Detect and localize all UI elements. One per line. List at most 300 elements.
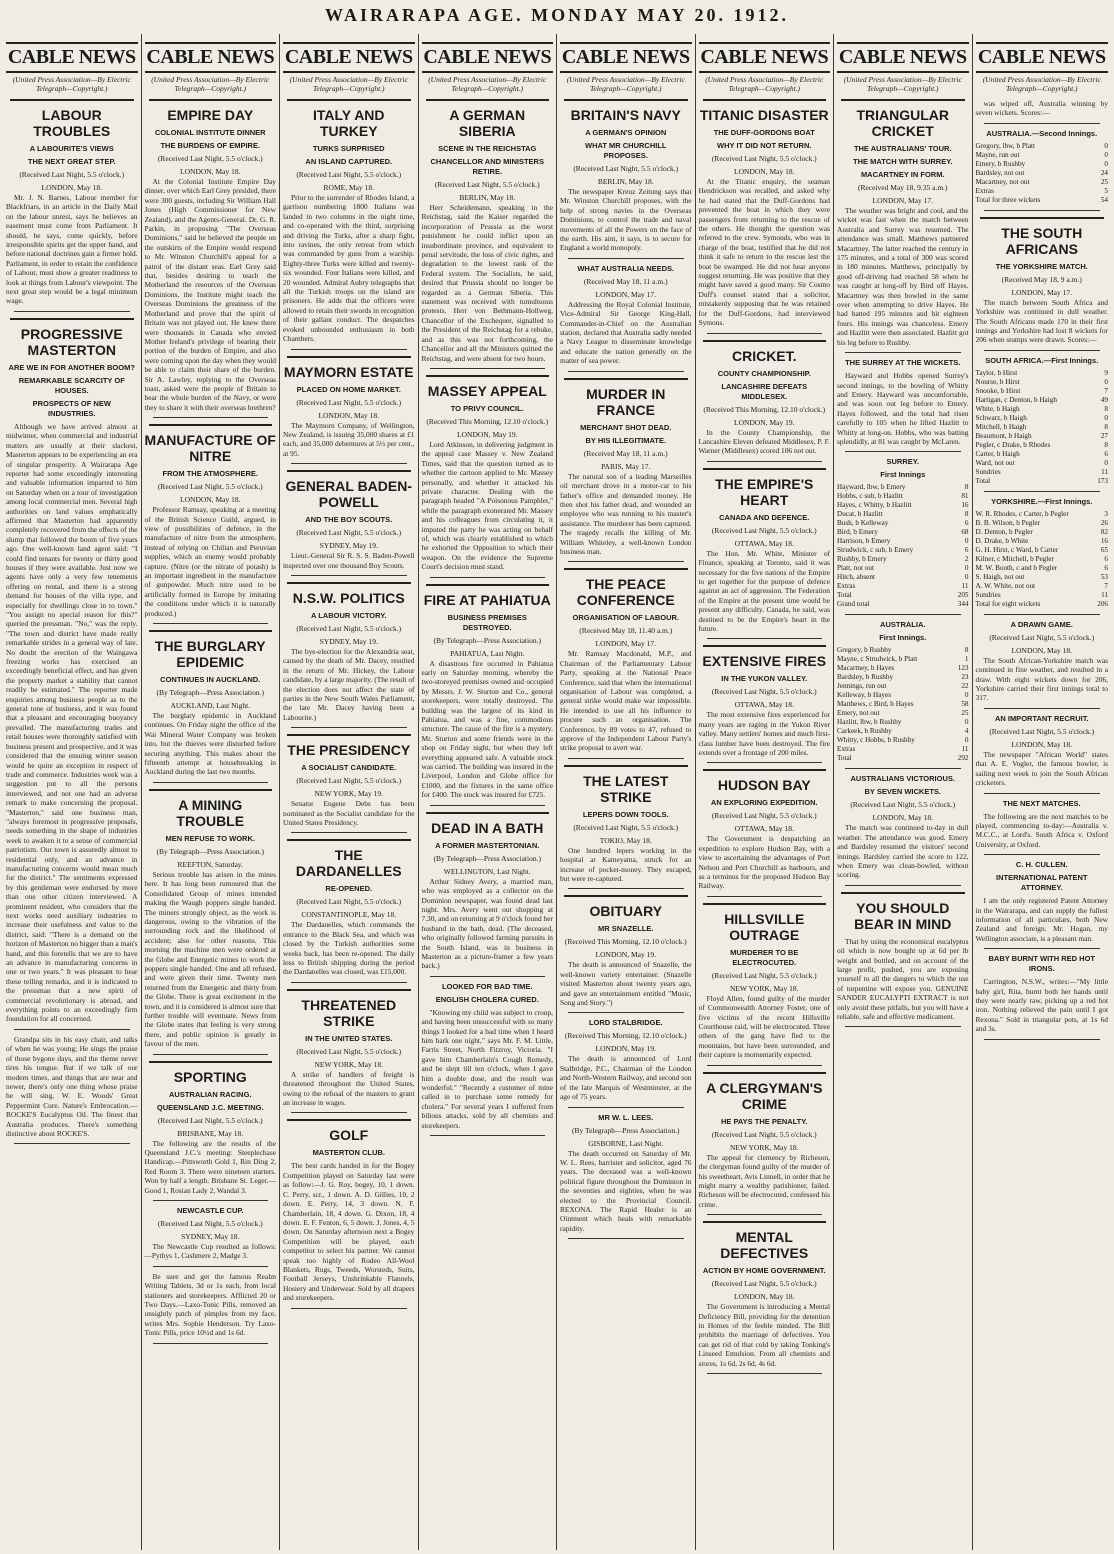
rule: [703, 340, 827, 342]
article: [976, 497, 1109, 615]
article-headline: THE PEACE CONFERENCE: [576, 576, 675, 609]
batsman-name: Platt, not out: [837, 564, 874, 573]
article-subheading: AUSTRALIA.: [880, 620, 926, 630]
article: [6, 1035, 138, 1144]
received-line: (Received Last Night, 5.5 o'clock.): [296, 170, 402, 179]
article-subheading: THE NEXT MATCHES.: [1002, 798, 1081, 808]
received-line: (Received May 18, 9 a.m.): [1001, 274, 1082, 284]
rule: [707, 1065, 823, 1066]
press-credit: (United Press Association—By Electric Telegraph—Copyright.): [151, 75, 270, 93]
runs: 16: [1100, 536, 1108, 545]
dateline: LONDON, May 18.: [41, 183, 102, 192]
article-body: The Government is introducing a Mental Deficiency Bill, providing for the detention in Homes of the feeble minded. The Bill prohibits the marriage of defectives. You can get rid of that cold by taking Tonking's Linseed Emulsion. From all chemists and stores, 1s 6d, 2s 6d, 4s 6d.: [698, 1302, 830, 1368]
rule: [564, 568, 688, 570]
runs: 0: [964, 691, 969, 700]
runs: 173: [1097, 476, 1108, 485]
score-line: [976, 591, 1109, 600]
masthead-title: WAIRARAPA AGE. MONDAY MAY 20. 1912.: [324, 5, 789, 25]
press-credit: (United Press Association—By Electric Telegraph—Copyright.): [566, 75, 685, 93]
article: [976, 620, 1109, 709]
article-headline: PROGRESSIVE MASTERTON: [20, 325, 123, 358]
runs: 6: [1104, 563, 1108, 572]
article-body: Addressing the Royal Colonial Institute, Vice-Admiral Sir George King-Hall, Commander-in-Chief on the Australian station, declared that Australia sadly needed a Navy League to disseminate knowledge and educate the nation generally on the matter of sea power.: [560, 299, 692, 366]
dateline: LONDON, May 18.: [734, 1292, 795, 1302]
batsman-name: Extras: [837, 745, 856, 754]
article-subheading: FROM THE ATMOSPHERE.: [162, 469, 258, 479]
article-subheading: LOOKED FOR BAD TIME.: [442, 981, 533, 991]
score-line: [976, 414, 1109, 423]
dateline: SYDNEY, May 19.: [319, 636, 378, 646]
runs: 206: [1097, 599, 1108, 608]
article-headline: HUDSON BAY: [717, 777, 811, 794]
received-line: (Received May 18, 11 a.m.): [583, 448, 668, 458]
article-subheading: WHAT AUSTRALIA NEEDS.: [577, 263, 675, 273]
article-body: At the Colonial Institute Empire Day dinner, over which Earl Grey presided, there were 300 guests, including Sir William Hall Jones (High Commissioner for New Zealand), and the Agents-General. Dr. G. R. Parkin, in proposing "The Overseas Dominions," said he believed the people on the outskirts of the Empire would respond to Mr. Winston Churchill's appeal for a patrol of the distant seas. Earl Grey said that, besides desiring to teach the Motherland the resources of the Overseas Dominions, the Institute might teach the Overseas Dominions the greatness of the Motherland and prove that the spirit of Britain was not played out. He knew there were thousands in Canada who envied Mother Ireland's privilege of bearing their portion of the burden of Empire, and also were coming upon the day when they would be able to claim their share of the burden. Sir A. Lawley, replying to the Overseas toast, asked were the people of Britain to bear the whole burden of the Navy, or were they to share it with their overseas brethren?: [144, 177, 276, 412]
article-headline: SPORTING: [173, 1068, 247, 1085]
article-headline: MASSEY APPEAL: [427, 382, 547, 399]
received-line: (Received Last Night, 5.5 o'clock.): [296, 528, 402, 538]
scorecard: [976, 510, 1109, 609]
received-line: (Received Last Night, 5.5 o'clock.): [711, 1129, 817, 1139]
score-line: [837, 492, 969, 501]
rule: [568, 371, 684, 372]
score-line: [976, 396, 1109, 405]
rule: [568, 888, 684, 889]
article-subheading: A DRAWN GAME.: [1010, 619, 1073, 629]
received-line: (Received This Morning, 12.10 o'clock.): [703, 404, 826, 414]
received-line: (Received Last Night, 5.5 o'clock.): [573, 164, 679, 173]
rule: [707, 762, 823, 763]
batsman-name: Hartigan, c Denton, b Haigh: [975, 395, 1057, 404]
dateline: LONDON, May 17.: [595, 289, 656, 299]
article-body: The following are the results of the Queensland J.C.'s meeting: Steeplechase Handicap.—Pittsworth Gold 1, Rin Ding 2, Red Room 3. There were nineteen starters. Won by half a length. Brisbane St. Leger.—Good 1, Rosian Lady 2, Wandal 3.: [144, 1138, 276, 1195]
article-headline: A GERMAN SIBERIA: [449, 107, 526, 139]
rule: [291, 1308, 407, 1309]
received-line: (Received Last Night, 5.5 o'clock.): [296, 897, 402, 907]
score-line: [976, 477, 1109, 486]
score-line: [837, 727, 969, 736]
article-subheading: THE MATCH WITH SURREY.: [853, 157, 953, 166]
runs: 0: [964, 564, 969, 573]
article-body: Serious trouble has arisen in the mines here. It has long been rumoured that the Consolidated Group of mines intended making the Waugh poppers single handed. The miners strongly object, as the work is dangerous, owing to the vibration of the surrounding rock and the likelihood of accident; also for other reasons. This morning the machine men were ordered at the Globe and Energetic mines to work the poppers single handed. One and all refused, and were given their time. Twenty men returned from the Energetic and thirty from the Globe. There is great excitement in the town, and it is considered is almost sure that further trouble will eventuate. News from the Globe states that feeling is very strong there, and public opinion is greatly in favour of the men.: [144, 869, 276, 1049]
article-subheading: WHAT MR CHURCHILL PROPOSES.: [584, 141, 667, 160]
cable-news-heading: CABLE NEWS: [145, 42, 277, 73]
runs: 49: [1100, 395, 1108, 404]
rule: [153, 1266, 269, 1267]
score-line: [837, 664, 969, 673]
batsman-name: Hazlitt, lbw, b Rushby: [837, 718, 902, 727]
runs: 16: [961, 501, 969, 510]
score-line: [976, 450, 1109, 459]
score-line: [837, 564, 969, 573]
score-line: [837, 519, 969, 528]
article: [6, 318, 138, 1030]
rule: [703, 903, 827, 905]
rule: [287, 582, 411, 584]
rule: [707, 461, 823, 462]
article: [837, 99, 969, 353]
rule: [153, 1054, 269, 1055]
article: [560, 264, 692, 372]
article-subheading: MACARTNEY IN FORM.: [860, 170, 945, 179]
runs: 11: [1101, 467, 1108, 476]
rule: [149, 424, 273, 426]
article-subheading: AUSTRALIAN RACING.: [169, 1089, 252, 1099]
dateline: WELLINGTON, Last Night.: [443, 866, 531, 876]
runs: 22: [961, 682, 969, 691]
runs: 6: [964, 546, 969, 555]
article-body: was wiped off, Australia winning by seven wickets. Scores:—: [975, 99, 1108, 118]
received-line: (By Telegraph—Press Association.): [156, 846, 264, 856]
runs: 54: [1100, 195, 1108, 204]
dateline: LONDON, May 19.: [457, 429, 518, 439]
article-headline: TRIANGULAR CRICKET: [856, 107, 950, 139]
article: [283, 470, 415, 576]
runs: 8: [1104, 422, 1108, 431]
article-body: The Newcastle Cup resulted as follows:—Pythys 1, Cashmere 2, Madge 3.: [144, 1242, 276, 1261]
article: [283, 839, 415, 982]
article: [976, 129, 1109, 211]
rule: [703, 468, 827, 470]
received-line: (Received This Morning, 12.10 o'clock.): [564, 1031, 687, 1041]
score-line: [976, 151, 1109, 160]
article-headline: HILLSVILLE OUTRAGE: [724, 910, 805, 943]
article-body: The burglary epidemic in Auckland continues. On Friday night the office of the Wai Mineral Water Company was broken into, but the thieves were disturbed before securing anything. This makes about the fifteenth attempt at housebreaking in Auckland during the last two months.: [144, 711, 276, 777]
received-line: (By Telegraph—Press Association.): [572, 1125, 680, 1135]
runs: 11: [961, 582, 969, 591]
batsman-name: Snooke, b Hirst: [975, 386, 1021, 395]
article-headline: THE EMPIRE'S HEART: [715, 475, 814, 508]
batsman-name: Total: [837, 754, 852, 763]
rule: [153, 1343, 269, 1344]
rule: [287, 99, 411, 101]
article-headline: FIRE AT PAHIATUA: [423, 591, 551, 608]
article-subheading: LANCASHIRE DEFEATS MIDDLESEX.: [721, 381, 808, 401]
article-subheading: CHANCELLOR AND MINISTERS RETIRE.: [430, 157, 544, 176]
dateline: SYDNEY, May 18.: [181, 1232, 240, 1242]
received-line: (Received Last Night, 5.5 o'clock.): [989, 632, 1095, 642]
article-body: Prior to the surrender of Rhodes Island, a garrison numbering 1800 Italians was landed in two columns in the night time, and co-operated with the third, surprising and driving the Turks, after a sharp fight, into ravines, the only retreat from which was commanded by guns from a warship. Eighty-three Turks were killed and twenty-six wounded. Four Italians were killed, and 20 wounded. Admiral Aubry telegraphs that all the Turkish troops on the island are prisoners. He adds that the officers were allowed to retain their swords in recognition of their gallant conduct. The despatches evoked unbounded enthusiasm in both Chambers.: [283, 193, 415, 344]
score-line: [837, 754, 969, 763]
rule: [980, 217, 1105, 219]
rule: [707, 896, 823, 897]
article: [560, 378, 692, 563]
article-subheading: LORD STALBRIDGE.: [588, 1018, 663, 1028]
dateline: NEW YORK, May 18.: [729, 1142, 799, 1152]
article: [145, 1061, 277, 1201]
score-line: [837, 591, 969, 600]
article-body: At the Titanic enquiry, the seaman Hendrickson was recalled, and asked why he had stated that the Duff-Gordons had prevented the boat in which they were passengers from returning to the rescue of the others. He thought the question was referred to the crew. Symonds, who was in charge of the boat, testified that he did not think it safe to return to the rescue lest the boat be swamped. He did not hear anyone suggest returning. He was positive that they might have saved a good many. Sir Cosmo Duff's counsel stated that a solicitor, mistakenly supposing that he was retained for the Duff-Gordons, had interviewed Symons.: [698, 177, 830, 328]
dateline: NEW YORK, May 18.: [314, 1059, 384, 1069]
article: [560, 99, 692, 259]
received-line: (Received Last Night, 5.5 o'clock.): [157, 482, 263, 492]
rule: [845, 614, 961, 615]
article-body: The weather was bright and cool, and the wicket was fast when the match between Australia and Surrey was resumed. The attendance was small. Matthews partnered Macartney. The latter reached the century in 175 minutes, and a total of 300 was scored in 180 minutes. Matthews, principally by good off-driving had reached 58 when he was caught at long-off by Bird off Hayes. Macartney was then bowled in the same over when attempting to drive Hayes. He had batted 195 minutes and hit eighteen fours. His innings was chanceless. Emery and Hazlitt were then associated. Hazlitt got his leg before to Rushby.: [837, 206, 969, 347]
article-subheading: AN ISLAND CAPTURED.: [305, 157, 393, 166]
article: [145, 630, 277, 783]
dateline: BERLIN, May 18.: [459, 193, 516, 202]
received-line: (Received Last Night, 5.5 o'clock.): [711, 811, 817, 821]
article-subheading: COLONIAL INSTITUTE DINNER: [154, 128, 266, 137]
rule: [14, 1143, 130, 1144]
score-line: [976, 196, 1109, 205]
batsman-name: Gregory, b Rushby: [837, 646, 892, 655]
article: [699, 903, 831, 1066]
rule: [149, 99, 273, 101]
received-line: (Received Last Night, 5.5 o'clock.): [711, 525, 817, 535]
article-body: The South African-Yorkshire match was continued in fine weather, and resulted in a draw. With eight wickets down for 206, Yorkshire carried their first innings total to 317.: [975, 655, 1108, 703]
runs: 2: [964, 555, 969, 564]
rule: [568, 1012, 684, 1013]
article: [699, 1072, 831, 1215]
rule: [564, 378, 688, 380]
article-subheading: WHY IT DID NOT RETURN.: [717, 141, 812, 150]
score-line: [837, 537, 969, 546]
dateline: PARIS, May 17.: [601, 461, 651, 471]
article-subheading: First Innings.: [879, 633, 927, 643]
rule: [984, 854, 1101, 855]
article-body: The bye-election for the Alexandria seat, caused by the death of Mr. Dacey, resulted in the return of Mr. Hickey, the Labour candidate, by a large majority. (The result of the election does not affect the state of parties in the New South Wales Parliament, the late Mr. Dacey having been a Labourite.): [283, 646, 415, 722]
masthead: [0, 0, 1114, 30]
score-line: [837, 691, 969, 700]
dateline: LONDON, May 19.: [734, 417, 795, 427]
batsman-name: Mitchell, b Haigh: [975, 422, 1027, 431]
article: [283, 356, 415, 465]
rule: [703, 1072, 827, 1074]
article-body: "Knowing my child was subject to croup, and having been unsuccessful with so many things I looked for a bad time when I heard him bark one night," says Mr. F. M. Little, Farris Street, North Fitzroy, Victoria. "I gave him Chamberlain's Cough Remedy, and he slept till ten o'clock, when I gave him a double dose, and the result was wonderful." "Recently a customer of mine called in to purchase some remedy for cholera." For several years I suffered from bilious attacks, sold by all chemists and storekeepers.: [421, 1007, 553, 1130]
article: [145, 424, 277, 624]
rule: [845, 1026, 961, 1027]
runs: 11: [1101, 590, 1108, 599]
article-subheading: AND THE BOY SCOUTS.: [305, 515, 393, 525]
article-body: Professor Ramsay, speaking at a meeting of the British Science Guild, argued, in view of possibilities of defence, in the manufacture of nitre from the atmosphere, instead of relying on Chilian and Peruvian supplies, which an enemy would probably capture. (Nitre (or the nitrate of potash) is an important ingredient in the manufacture of gunpowder. Much nitre used to be artificially formed in Europe by imitating the conditions under which it is naturally produced.): [144, 505, 276, 618]
received-line: (Received May 18, 9.35 a.m.): [857, 183, 948, 192]
article-subheading: THE BURDENS OF EMPIRE.: [160, 141, 261, 150]
article-subheading: IN THE YUKON VALLEY.: [721, 674, 808, 684]
article-body: The most extensive fires experienced for many years are raging in the Yukon River valley. Many settlers' homes and much first-class lumber have been destroyed. The fire extends over a frontage of 200 miles.: [698, 710, 830, 757]
rule: [703, 1221, 827, 1223]
score-line: [976, 178, 1109, 187]
batsman-name: W. R. Rhodes, c Carter, b Pegler: [975, 509, 1069, 518]
batsman-name: Taylor, b Hirst: [975, 368, 1018, 377]
dateline: ROME, May 18.: [323, 183, 374, 192]
batsman-name: Hitch, absent: [837, 573, 875, 582]
runs: 344: [957, 600, 969, 609]
received-line: (Received Last Night, 5.5 o'clock.): [850, 800, 956, 810]
article-body: The appeal for clemency by Richeson, the clergyman found guilty of the murder of his sweetheart, Avis Linnell, in order that he might marry a wealthy parishioner, failed. Richeson will be electrocuted, confessed his crime.: [698, 1152, 830, 1209]
article-subheading: ORGANISATION OF LABOUR.: [572, 613, 680, 623]
batsman-name: Carkeek, b Rushby: [837, 727, 892, 736]
article-body: Although we have arrived almost at midwinter, when commercial and industrial matters are usually at their slackest, Masterton appears to be experiencing an era of singular prosperity. A Wairarapa Age reporter had some exceedingly interesting and valuable information imparted to him on Saturday when on a tour of investigation among local commercial men. Several high authorities on land values emphatically affirmed that Masterton had apparently completely recovered from the effects of the slump that followed the boom of five years ago. One well-known land agent said: "I could find tenants for twenty or thirty good houses if they were available. Just now we agents have only a very few tenements offering on rental, and there is a strong demand for houses of the villa type, and especially for dwellings close in to town." "You assign no special reason for this?" queried the pressman. "No," was the reply. "The town and district have made really remarkable strides in a general way of late. No doubt the erection of the Waingawa freezing works has exercised an exceedingly beneficial effect, and has given the property market a stability that cannot readily be estimated." The reporter made enquiries among business people as to the general tone of business, and it was found that a pleasant and encouraging buoyancy prevailed. The manufacturing trades and retail houses were thoroughly satisfied with business present and prospective, and it was considered that the ensuing winter season would be quite an exception in respect of trade and commerce. Industries week was a suggestion put to all the persons interviewed, and not one had an adverse remark to make concerning the proposal. "Masterton," said one business man, "always foremost in progressive proposals, needs something in the shape of industries week to awaken it to a sense of commercial patriotism. Our town is assuredly almost to residential only, and an advance in manufacturing concerns would mean much for the district." The sentiments expressed by this gentleman were endorsed by more than one other citizen interviewed. A prominent resident, who considers that the next works need auxiliary industries to increase their usefulness and value to the district, said: "There is a demand on the horizon of Masterton no bigger than a man's hand, and this foretells that we are to have an advance in manufacturing concerns in one or two years." It was pleasant to hear these telling remarks, and it is indicated to the pressman that a new spirit of commercial revolutionary is abroad, and everything points to an exceedingly firm foundation for all concerned.: [6, 421, 138, 1024]
received-line: (Received Last Night, 5.5 o'clock.): [711, 1279, 817, 1289]
rule: [291, 575, 407, 576]
batsman-name: Bush, b Kelleway: [837, 519, 889, 528]
article-subheading: TURKS SURPRISED: [312, 144, 385, 153]
article-subheading: THE AUSTRALIANS' TOUR.: [853, 144, 952, 153]
rule: [153, 417, 269, 418]
received-line: (Received Last Night, 5.5 o'clock.): [711, 154, 817, 163]
article-body: The newspaper "African World" states that A. E. Vogler, the famous bowler, is sailing next week to join the South African cricketers.: [975, 749, 1108, 788]
article-body: A strike of handlers of freight is threatened throughout the United States, owing to the refusal of the masters to grant an increase in wages.: [283, 1069, 415, 1108]
score-line: [837, 682, 969, 691]
batsman-name: Sundries: [975, 590, 1001, 599]
article-subheading: MERCHANT SHOT DEAD.: [580, 422, 672, 432]
article-subheading: THE NEXT GREAT STEP.: [27, 157, 116, 166]
runs: 8: [964, 646, 969, 655]
runs: 123: [957, 664, 969, 673]
runs: 6: [1104, 554, 1108, 563]
article-subheading: THE SURREY AT THE WICKETS.: [845, 358, 961, 368]
article-subheading: ARE WE IN FOR ANOTHER BOOM?: [8, 362, 135, 372]
news-column: [696, 34, 835, 1550]
article: [976, 99, 1109, 124]
rule: [153, 782, 269, 783]
rule: [149, 630, 273, 632]
runs: 0: [1104, 150, 1108, 159]
batsman-name: Pegler, c Drake, b Rhodes: [975, 440, 1051, 449]
article-body: The match was continued to-day in dull weather. The attendance was good. Emery and Bardsley resumed the visitors' second innings. Bardsley carried the score to 122, when Emery was clean-bowled, without scoring.: [837, 823, 969, 880]
article-body: The death is announced of Snazelle, the well-known variety entertainer. (Snazelle visited Masterton about twenty years ago, and gave an entertainment entitled "Music, Song and Story."): [560, 960, 692, 1008]
runs: 65: [1100, 545, 1108, 554]
article: [699, 645, 831, 763]
runs: 5: [1104, 186, 1108, 195]
article-headline: BRITAIN'S NAVY: [570, 107, 681, 123]
runs: 0: [964, 537, 969, 546]
runs: 8: [1104, 440, 1108, 449]
article-body: In the County Championship, the Lancashire Eleven defeated Middlesex, P. F. Warner (Middlesex) scored 106 not out.: [698, 427, 830, 456]
runs: 4: [964, 727, 969, 736]
article: [699, 1221, 831, 1374]
score-line: [976, 519, 1109, 528]
article: [422, 982, 554, 1136]
batsman-name: G. H. Hirst, c Ward, b Carter: [975, 545, 1059, 554]
received-line: (Received This Morning, 12.10 o'clock.): [426, 416, 549, 426]
news-column: [142, 34, 281, 1550]
received-line: (By Telegraph—Press Association.): [156, 688, 264, 698]
article-body: A disastrous fire occurred in Pahiatua early on Saturday morning, whereby the two-storeyed premises owned and occupied by Messrs. J. W. Sturton and Co., general storekeepers, were totally destroyed. The building was the largest of its kind in Pahiatua, and was a fine, commodious structure. The cause of the fire is a mystery. Mr. Sturton and some friends were in the shop on Friday night, but when they left everything appeared safe. A valuable stock was carried. The building was insured in the Liverpool, London and Globe office for £1000, and the fixtures in the same office for £400. The stock was insured for £725.: [421, 658, 553, 800]
article-subheading: SURREY.: [886, 457, 919, 467]
rule: [14, 311, 130, 312]
article-subheading: MEN REFUSE TO WORK.: [165, 833, 255, 843]
score-line: [837, 736, 969, 745]
article-subheading: RE-OPENED.: [325, 884, 373, 894]
columns-container: [3, 34, 1111, 1550]
rule: [984, 1039, 1101, 1040]
article-headline: YOU SHOULD BEAR IN MIND: [854, 899, 952, 932]
article-body: Arthur Sidney Avery, a married man, who was employed as a collector on the Dominion newspaper, was found dead last night. Mrs. Avery went out shopping at 7.30, and on returning at 9 o'clock found her husband in the bath, dead. (The deceased, who originally followed farming pursuits in the South Island, was in business in Masterton as a picture-framer a few years back.): [421, 876, 553, 971]
article: [837, 457, 969, 615]
news-column: [557, 34, 696, 1550]
article: [560, 1018, 692, 1107]
article: [837, 358, 969, 452]
article: [6, 99, 138, 312]
runs: 68: [961, 528, 969, 537]
batsman-name: Mayne, run out: [975, 150, 1020, 159]
rule: [984, 210, 1101, 211]
batsman-name: Matthews, c Bird, b Hayes: [837, 700, 914, 709]
article-headline: DEAD IN A BATH: [431, 819, 544, 836]
score-line: [837, 546, 969, 555]
article: [699, 769, 831, 896]
article-subheading: CANADA AND DEFENCE.: [719, 512, 810, 522]
received-line: (By Telegraph—Press Association.): [433, 635, 541, 645]
dateline: LONDON, May 19.: [595, 950, 656, 960]
batsman-name: D. Drake, b White: [975, 536, 1029, 545]
score-line: [976, 555, 1109, 564]
news-column: [419, 34, 558, 1550]
batsman-name: Grand total: [837, 600, 870, 609]
batsman-name: Hobbs, c sub, b Hazlitt: [837, 492, 903, 501]
article: [145, 1272, 277, 1344]
score-line: [837, 573, 969, 582]
article: [283, 582, 415, 728]
cable-news-heading: CABLE NEWS: [976, 42, 1109, 73]
article-subheading: SOUTH AFRICA.—First Innings.: [985, 355, 1099, 365]
article-subheading: MR W. L. LEES.: [598, 1112, 654, 1122]
dateline: BRISBANE, May 18.: [177, 1128, 244, 1138]
score-line: [837, 555, 969, 564]
runs: 23: [961, 673, 969, 682]
runs: 53: [1100, 572, 1108, 581]
batsman-name: Beaumont, b Haigh: [975, 431, 1032, 440]
score-line: [837, 673, 969, 682]
article-body: I am the only registered Patent Attorney in the Wairarapa, and can supply the fullest information of all particulars, both New Zealand and foreign. Mr. Hogan, my Wellington associate, is a pleasant man.: [975, 896, 1108, 943]
runs: 24: [1100, 168, 1108, 177]
score-line: [837, 745, 969, 754]
runs: 292: [957, 754, 969, 763]
runs: 8: [964, 483, 969, 492]
article-headline: THE LATEST STRIKE: [583, 772, 669, 805]
article-subheading: HE PAYS THE PENALTY.: [720, 1116, 808, 1126]
cable-news-heading: CABLE NEWS: [699, 42, 831, 73]
score-line: [976, 528, 1109, 537]
received-line: (Received Last Night, 5.5 o'clock.): [19, 170, 125, 179]
news-column: [973, 34, 1112, 1550]
score-line: [976, 546, 1109, 555]
rule: [287, 989, 411, 991]
score-line: [976, 387, 1109, 396]
rule: [291, 463, 407, 464]
article-headline: MENTAL DEFECTIVES: [720, 1229, 809, 1262]
runs: 0: [964, 718, 969, 727]
batsman-name: Total: [837, 591, 852, 600]
article-subheading: AUSTRALIANS VICTORIOUS.: [850, 774, 955, 784]
article-headline: A CLERGYMAN'S CRIME: [706, 1079, 823, 1112]
article: [283, 989, 415, 1114]
article: [145, 1206, 277, 1267]
received-line: (Received This Morning, 12.10 o'clock.): [564, 937, 687, 947]
cable-news-heading: CABLE NEWS: [837, 42, 969, 73]
rule: [568, 258, 684, 259]
news-column: [3, 34, 142, 1550]
rule: [287, 470, 411, 472]
runs: 9: [1104, 368, 1108, 377]
dateline: SYDNEY, May 19.: [319, 541, 378, 551]
scorecard: [837, 646, 969, 763]
batsman-name: Rushby, b Emery: [837, 555, 887, 564]
rule: [430, 368, 546, 369]
rule: [14, 1029, 130, 1030]
rule: [703, 645, 827, 647]
article-subheading: BABY BURNT WITH RED HOT IRONS.: [988, 954, 1096, 974]
runs: 0: [964, 736, 969, 745]
rule: [430, 577, 546, 578]
rule: [291, 727, 407, 728]
news-column: [834, 34, 973, 1550]
article-subheading: QUEENSLAND J.C. MEETING.: [156, 1102, 264, 1112]
news-column: [280, 34, 419, 1550]
batsman-name: Total for three wickets: [975, 195, 1041, 204]
